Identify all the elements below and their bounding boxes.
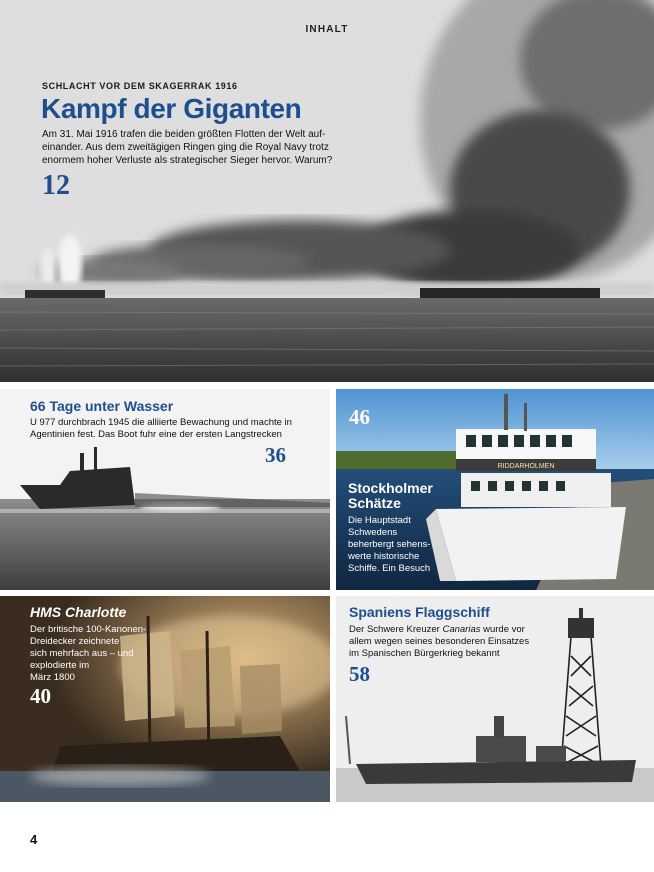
charlotte-text-line: sich mehrfach aus – und [30,648,134,659]
battle-photo [0,0,654,382]
stockholm-text-line: Schwedens [348,527,398,538]
charlotte-text-line: Dreidecker zeichnete [30,636,120,647]
stockholm-page-number[interactable]: 46 [349,405,370,429]
stockholm-title-line-1: Stockholmer [348,480,433,496]
uboot-feature[interactable] [0,389,330,590]
stockholm-text [348,515,430,575]
ship-nameplate: RIDDARHOLMEN [497,463,555,470]
uboot-page-number[interactable]: 36 [265,443,286,467]
charlotte-text-line: Der britische 100-Kanonen- [30,624,147,635]
uboot-text: U 977 durchbrach 1945 die alliierte Bewachung und machte in Agentinien fest. Das Boot fuhr eine der ersten Langstrecken [30,417,292,440]
ship-name-canarias: Canarias [442,624,481,635]
spanien-text-line-3: im Spanischen Bürgerkrieg bekannt [349,648,500,659]
spanien-text-post: wurde vor [480,624,525,635]
charlotte-text-line: März 1800 [30,672,75,683]
stockholm-text-line: werte historische [348,551,420,562]
stockholm-title[interactable] [348,481,433,511]
stockholm-text-line: Schiffe. Ein Besuch [348,563,431,574]
stockholm-feature[interactable] [336,389,654,590]
charlotte-text-line: explodierte im [30,660,90,671]
hero-teaser: Am 31. Mai 1916 trafen die beiden größten Flotten der Welt aufeinander. Aus dem zweitägigen Ringen ging die Royal Navy trotz enormem hoher Verluste als strategischer Sieger hervor. Warum? [42,129,333,166]
spanien-title[interactable]: Spaniens Flaggschiff [349,604,490,620]
spanien-page-number[interactable]: 58 [349,662,370,686]
charlotte-text [30,624,146,684]
charlotte-page-number[interactable]: 40 [30,684,51,708]
hero-headline[interactable]: Kampf der Giganten [41,93,302,124]
spanien-text-line-2: allem wegen seines besonderen Einsatzes [349,636,530,647]
stockholm-title-line-2: Schätze [348,495,401,511]
spanien-text-pre: Der Schwere Kreuzer [349,624,443,635]
charlotte-feature[interactable] [0,596,330,802]
hero-feature[interactable] [0,0,654,382]
stockholm-text-line: beherbergt sehens- [348,539,431,550]
spanien-text-line-1 [349,624,529,636]
spanien-feature[interactable] [336,596,654,802]
folio-page-number: 4 [30,832,38,847]
section-label: INHALT [305,24,349,35]
charlotte-title[interactable]: HMS Charlotte [30,604,127,620]
hero-page-number[interactable]: 12 [42,170,70,201]
spanien-text [349,624,529,660]
uboot-title[interactable]: 66 Tage unter Wasser [30,398,174,414]
stockholm-text-line: Die Hauptstadt [348,515,411,526]
hero-kicker: SCHLACHT VOR DEM SKAGERRAK 1916 [42,81,238,91]
